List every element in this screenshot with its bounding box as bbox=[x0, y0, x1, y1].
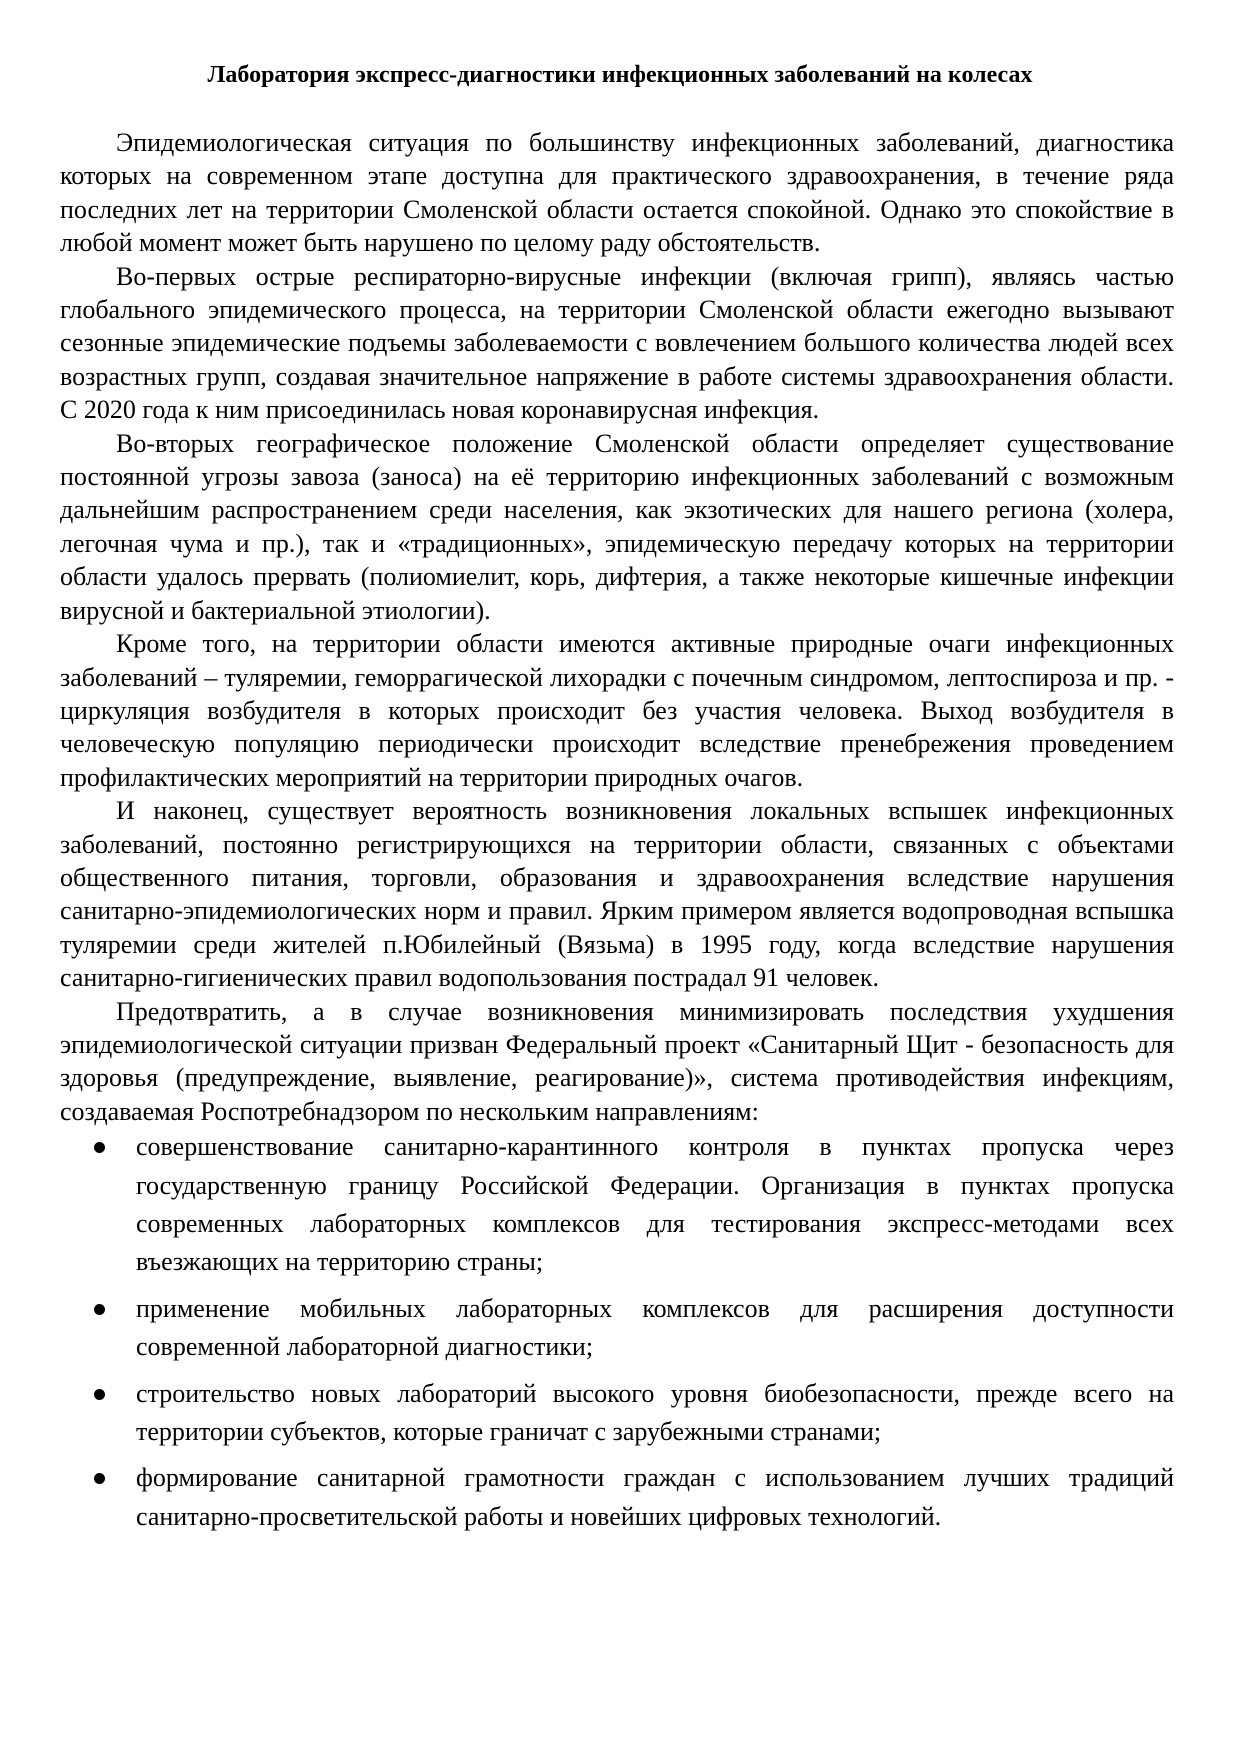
bullet-list bbox=[60, 1128, 1174, 1536]
document-title: Лаборатория экспресс-диагностики инфекционных заболеваний на колесах bbox=[207, 62, 1033, 88]
bullet-icon bbox=[94, 1473, 105, 1484]
bullet-icon bbox=[94, 1389, 105, 1400]
list-item-text: формирование санитарной грамотности граждан с использованием лучших традиций санитарно-просветительской работы и новейших цифровых технологий. bbox=[136, 1463, 1174, 1531]
list-item-text: применение мобильных лабораторных комплексов для расширения доступности современной лабораторной диагностики; bbox=[136, 1293, 1174, 1362]
paragraph: Во-вторых географическое положение Смоленской области определяет существование постоянной угрозы завоза (заноса) на её территорию инфекционных заболеваний с возможным дальнейшим распространением среди населения, как экзотических для нашего региона (холера, легочная чума и пр.), так и «традиционных», эпидемическую передачу которых на территории области удалось прервать (полиомиелит, корь, дифтерия, а также некоторые кишечные инфекции вирусной и бактериальной этиологии). bbox=[60, 428, 1174, 625]
paragraph: Эпидемиологическая ситуация по большинству инфекционных заболеваний, диагностика которых на современном этапе доступна для практического здравоохранения, в течение ряда последних лет на территории Смоленской области остается спокойной. Однако это спокойствие в любой момент может быть нарушено по целому раду обстоятельств. bbox=[60, 128, 1174, 258]
list-item-text: строительство новых лабораторий высокого уровня биобезопасности, прежде всего на территории субъектов, которые граничат с зарубежными странами; bbox=[136, 1378, 1174, 1447]
list-item bbox=[60, 1128, 1174, 1282]
paragraph: Предотвратить, а в случае возникновения минимизировать последствия ухудшения эпидемиологической ситуации призван Федеральный проект «Санитарный Щит - безопасность для здоровья (предупреждение, выявление, реагирование)», система противодействия инфекциям, создаваемая Роспотребнадзором по нескольким направлениям: bbox=[60, 996, 1174, 1126]
paragraph: И наконец, существует вероятность возникновения локальных вспышек инфекционных заболеваний, постоянно регистрирующихся на территории области, связанных с объектами общественного питания, торговли, образования и здравоохранения вследствие нарушения санитарно-эпидемиологических норм и правил. Ярким примером является водопроводная вспышка туляремии среди жителей п.Юбилейный (Вязьма) в 1995 году, когда вследствие нарушения санитарно-гигиенических правил водопользования пострадал 91 человек. bbox=[60, 796, 1174, 993]
list-item bbox=[60, 1459, 1174, 1536]
bullet-icon bbox=[94, 1142, 105, 1153]
list-item-text: совершенствование санитарно-карантинного контроля в пунктах пропуска через государственную границу Российской Федерации. Организация в пунктах пропуска современных лабораторных комплексов для тестирования экспресс-методами всех въезжающих на территорию страны; bbox=[136, 1132, 1174, 1277]
paragraph: Во-первых острые респираторно-вирусные инфекции (включая грипп), являясь частью глобального эпидемического процесса, на территории Смоленской области ежегодно вызывают сезонные эпидемические подъемы заболеваемости с вовлечением большого количества людей всех возрастных групп, создавая значительное напряжение в работе системы здравоохранения области. С 2020 года к ним присоединилась новая коронавирусная инфекция. bbox=[60, 261, 1174, 425]
list-item bbox=[60, 1290, 1174, 1367]
paragraph: Кроме того, на территории области имеются активные природные очаги инфекционных заболеваний – туляремии, геморрагической лихорадки с почечным синдромом, лептоспироза и пр. - циркуляция возбудителя в которых происходит без участия человека. Выход возбудителя в человеческую популяцию периодически происходит вследствие пренебрежения проведением профилактических мероприятий на территории природных очагов. bbox=[60, 629, 1174, 792]
list-item bbox=[60, 1375, 1174, 1452]
bullet-icon bbox=[94, 1304, 105, 1315]
document-body bbox=[60, 126, 1174, 1544]
